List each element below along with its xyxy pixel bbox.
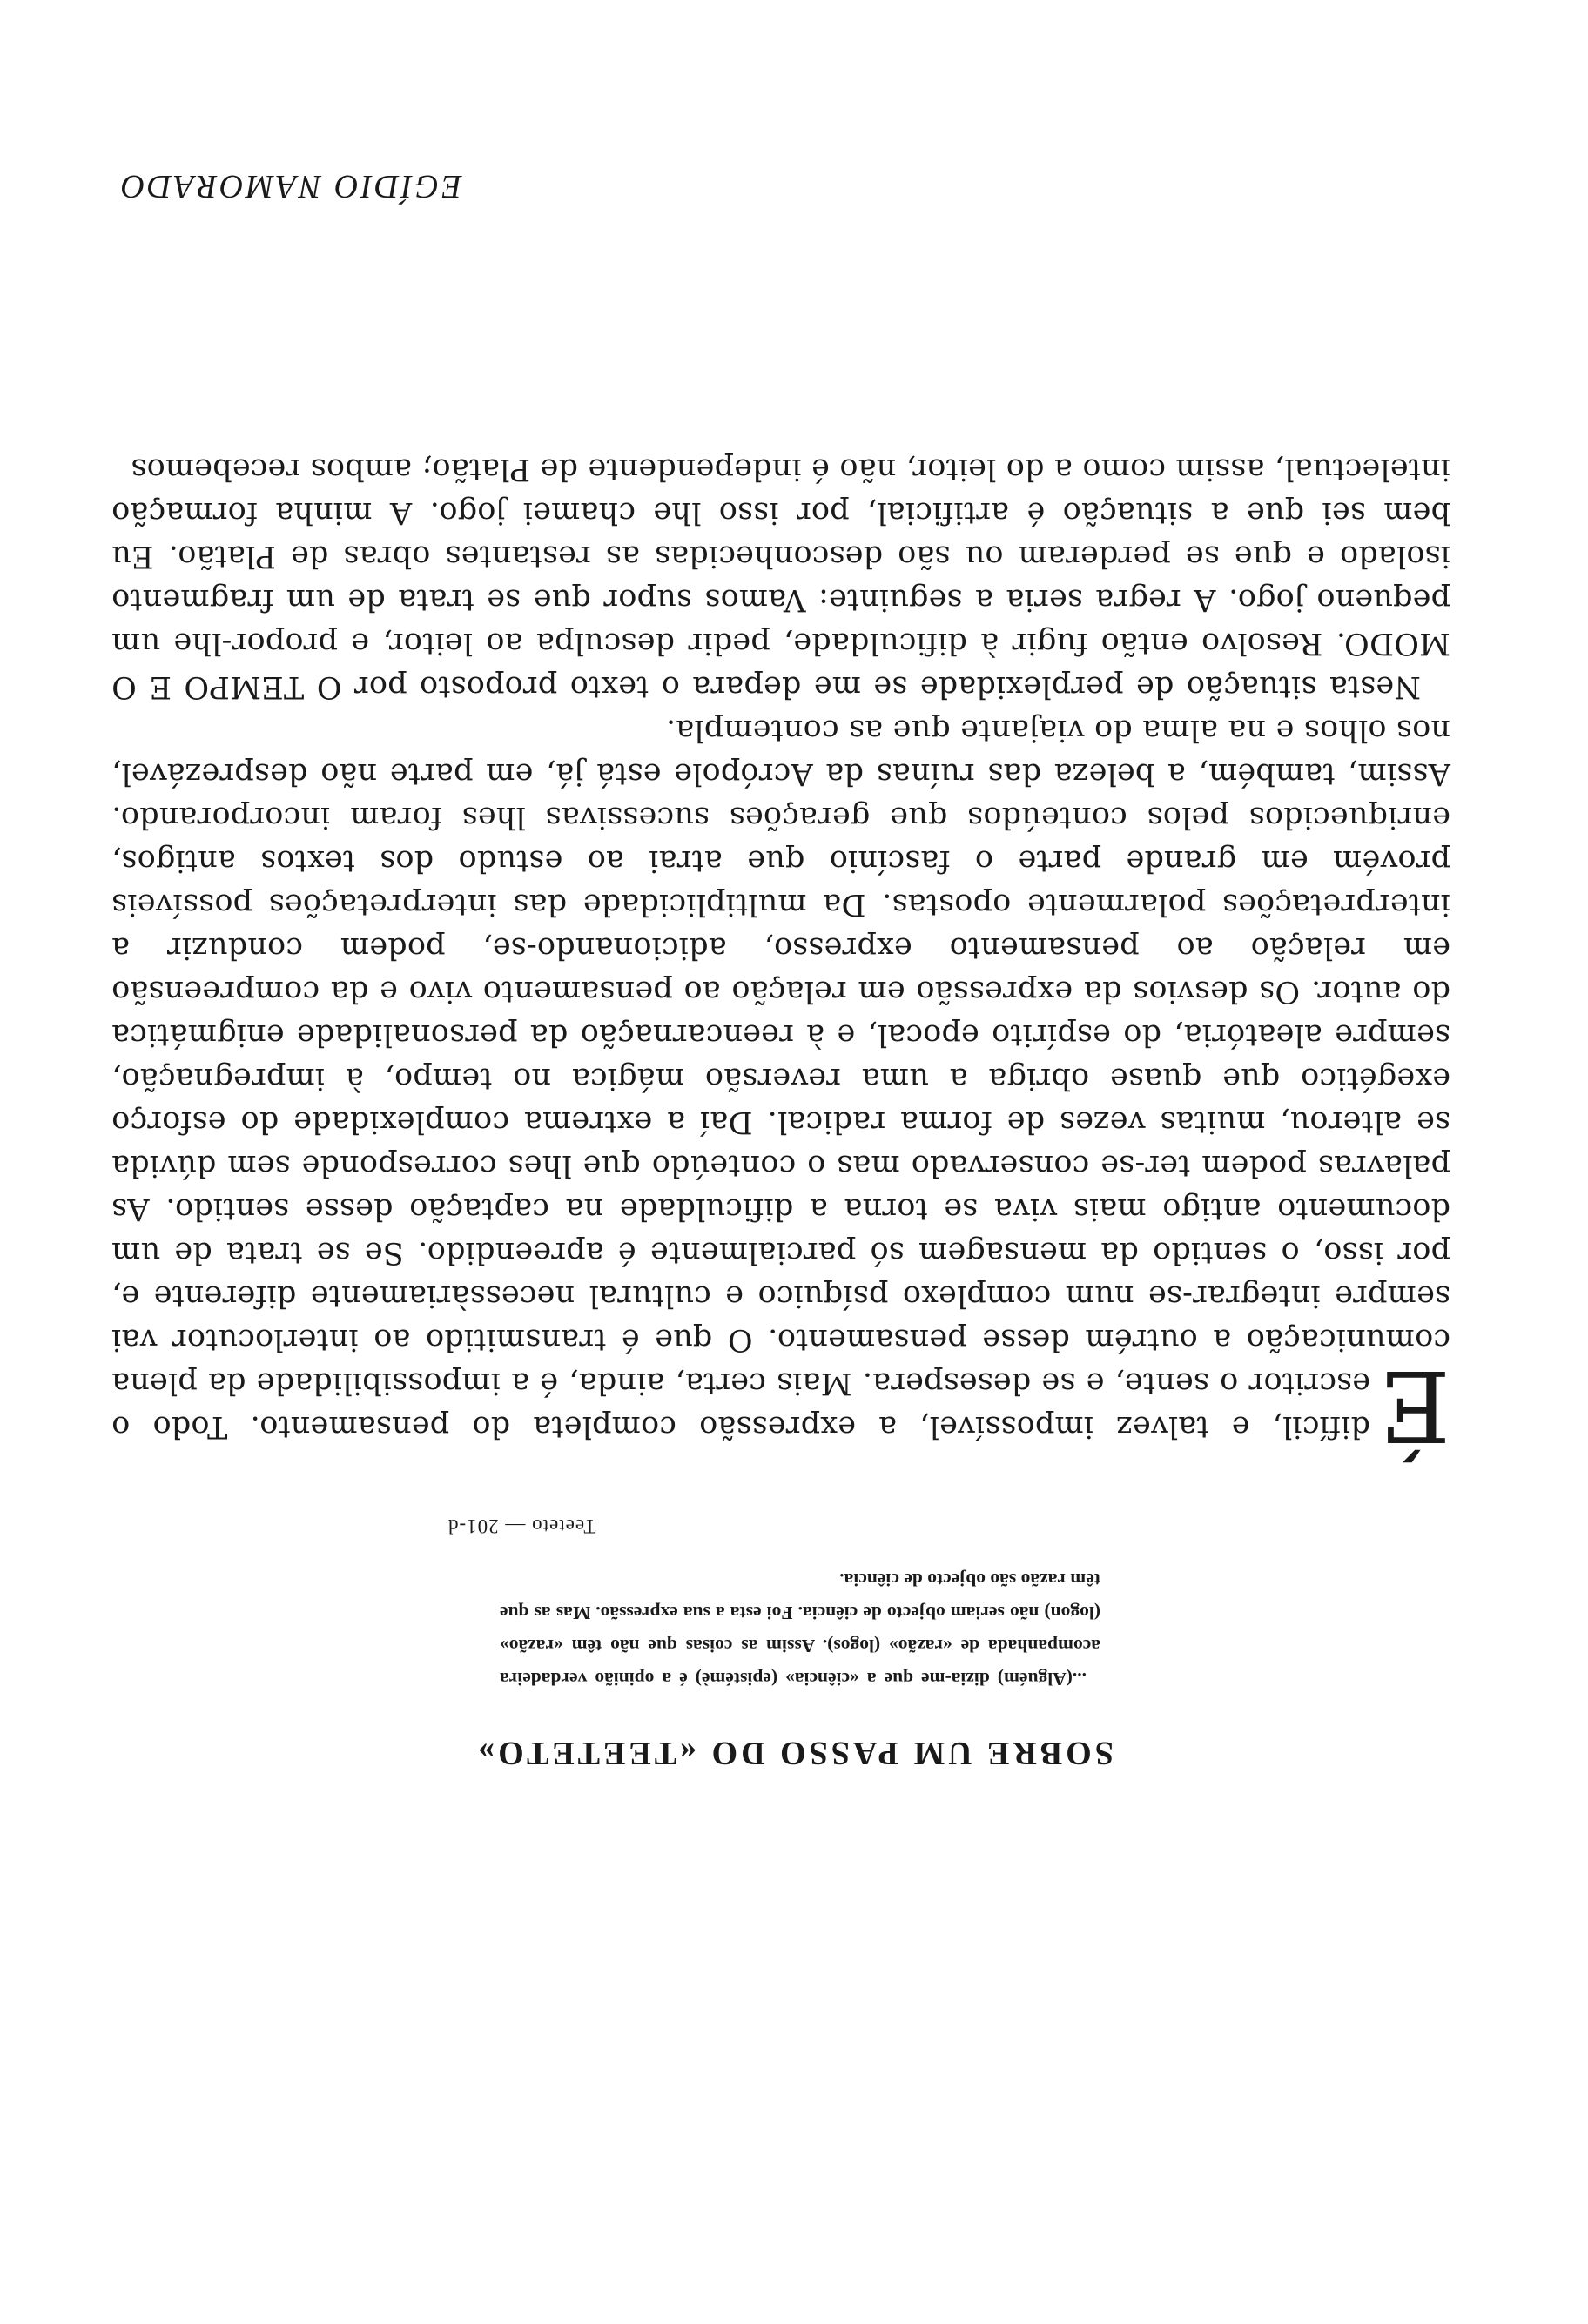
epigraph bbox=[500, 1563, 1100, 1696]
epigraph-text: ...(Alguém) dizia-me que a «ciência» (epistémè) é a opinião verdadeira acompanhada de «razão» (logos). Assim as coisas que não têm «razão» (logon) não seriam objecto de ciência. Foi esta a sua expressão. Mas as que têm razão são objecto de ciência. bbox=[500, 1569, 1100, 1689]
author-name: EGÍDIO NAMORADO bbox=[118, 168, 462, 205]
body-paragraph-1-text: difícil, e talvez impossível, a expressão completa do pensamento. Todo o escritor o sente, e se desespera. Mais certa, ainda, é a impossibilidade da plena comunicação a outrém desse pensamento. O que é transmitido ao interlocutor vai sempre integrar-se num complexo psíquico e cultural necessàriamente diferente e, por isso, o sentido da mensagem só parcialmente é apreendido. Se se trata de um documento antigo mais viva se torna a dificuldade na captação desse sentido. As palavras podem ter-se conservado mas o conteúdo que lhes corresponde sem dúvida se alterou, muitas vezes de forma radical. Daí a extrema complexidade do esforço exegético que quase obriga a uma reversão mágica no tempo, à impregnação, sempre aleatória, do espírito epocal, e à reencarnação da personalidade enigmática do autor. Os desvios da expressão em relação ao pensamento vivo e da compreensão em relação ao pensamento expresso, adicionando-se, podem conduzir a interpretações polarmente opostas. Da multiplicidade das interpretações possíveis provém em grande parte o fascínio que atrai ao estudo dos textos antigos, enriquecidos pelos conteúdos que gerações sucessivas lhes foram incorporando. Assim, também, a beleza das ruínas da Acrópole está já, em parte não desprezável, nos olhos e na alma do viajante que as contempla. bbox=[111, 713, 1450, 1444]
body-paragraph-1 bbox=[111, 709, 1450, 1461]
article-title: SOBRE UM PASSO DO «TEETETO» bbox=[474, 1735, 1114, 1771]
epigraph-citation: Teeteto — 201-d bbox=[447, 1515, 596, 1537]
article-body bbox=[111, 447, 1450, 1461]
drop-cap: É bbox=[1379, 1348, 1450, 1461]
body-paragraph-2: Nesta situação de perplexidade se me depara o texto proposto por O TEMPO E O MODO. Resolvo então fugir à dificuldade, pedir desculpa ao leitor, e propor-lhe um pequeno jogo. A regra seria a seguinte: Vamos supor que se trata de um fragmento isolado e que se perderam ou são desconhecidas as restantes obras de Platão. Eu bem sei que a situação é artificial, por isso lhe chamei jogo. A minha formação intelectual, assim como a do leitor, não é independente de Platão; ambos recebemos bbox=[111, 452, 1450, 704]
